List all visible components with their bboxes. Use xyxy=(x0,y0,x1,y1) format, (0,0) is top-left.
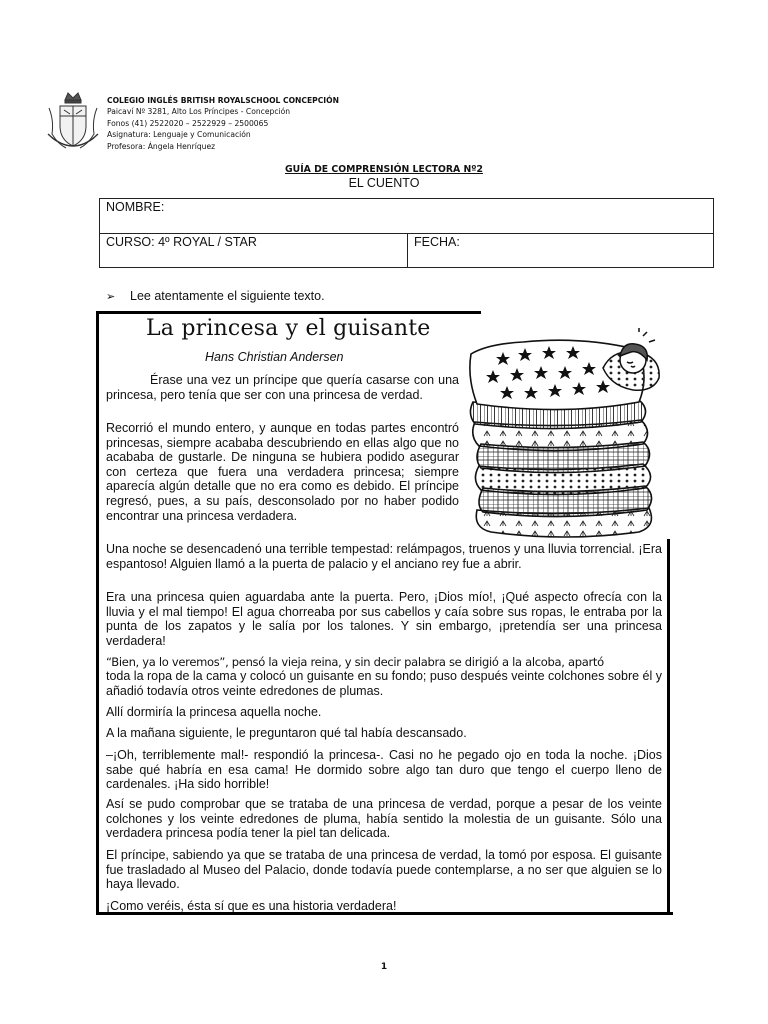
instruction-text: Lee atentamente el siguiente texto. xyxy=(130,289,325,303)
reading-instruction xyxy=(106,289,325,303)
princess-mattress-illustration xyxy=(463,328,673,540)
school-name: COLEGIO INGLÉS BRITISH ROYALSCHOOL CONCEPCIÓN xyxy=(107,96,339,105)
school-header xyxy=(107,95,339,152)
school-phones: Fonos (41) 2522020 – 2522929 – 2500065 xyxy=(107,118,269,128)
page-number: 1 xyxy=(380,962,388,972)
subject-line: Asignatura: Lenguaje y Comunicación xyxy=(107,130,251,140)
story-paragraph: A la mañana siguiente, le preguntaron qué tal había descansado. xyxy=(106,726,467,740)
name-field[interactable] xyxy=(100,199,714,234)
story-paragraph: ¡Como veréis, ésta sí que es una historia verdadera! xyxy=(106,899,397,913)
story-paragraph: Una noche se desencadenó una terrible tempestad: relámpagos, truenos y una lluvia torrencial. ¡Era espantoso! Alguien llamó a la puerta de palacio y el anciano rey fue a abrir. xyxy=(106,542,662,571)
story-paragraph: –¡Oh, terriblemente mal!- respondió la princesa-. Casi no he pegado ojo en toda la noche. ¡Dios sabe qué habría en esa cama! He dormido sobre algo tan duro que tengo el cuerpo lleno de cardenales. ¡Ha sido horrible! xyxy=(106,748,662,792)
story-paragraph: Allí dormiría la princesa aquella noche. xyxy=(106,705,322,719)
story-paragraph: El príncipe, sabiendo ya que se trataba de una princesa de verdad, la tomó por esposa. El guisante fue trasladado al Museo del Palacio, donde todavía puede contemplarse, a no ser que alguien se lo haya llevado. xyxy=(106,848,662,892)
frame-right-border xyxy=(667,539,670,912)
story-paragraph: Recorrió el mundo entero, y aunque en todas partes encontró princesas, siempre acababa descubriendo en ellas algo que no acababa de gustarle. De ninguna se hubiera podido asegurar con certeza que fuera una verdadera princesa; siempre aparecía algún detalle que no era como es debido. El príncipe regresó, pues, a su país, desconsolado por no haber podido encontrar una princesa verdadera. xyxy=(106,421,459,523)
course-field xyxy=(100,234,408,268)
story-author: Hans Christian Andersen xyxy=(205,350,344,364)
arrow-bullet-icon: ➢ xyxy=(106,291,116,303)
school-address: Paicaví Nº 3281, Alto Los Príncipes - Concepción xyxy=(107,107,291,117)
teacher-line: Profesora: Ángela Henríquez xyxy=(107,141,216,151)
school-crest-logo xyxy=(46,90,100,156)
story-paragraph: Así se pudo comprobar que se trataba de una princesa de verdad, porque a pesar de los veinte colchones y los veinte edredones de pluma, había sentido la molestia de un guisante. Sólo una verdadera princesa podía tener la piel tan delicada. xyxy=(106,797,662,841)
student-info-table xyxy=(99,198,714,268)
story-paragraph-quote: “Bien, ya lo veremos”, pensó la vieja reina, y sin decir palabra se dirigió a la alcoba, apartó xyxy=(106,655,604,669)
date-field[interactable] xyxy=(408,234,714,268)
guide-title: GUÍA DE COMPRENSIÓN LECTORA Nº2 xyxy=(285,164,483,175)
name-label: NOMBRE: xyxy=(106,200,165,214)
story-paragraph: Era una princesa quien aguardaba ante la puerta. Pero, ¡Dios mío!, ¡Qué aspecto ofrecía con la lluvia y el mal tiempo! El agua chorreaba por sus cabellos y caía sobre sus ropas, le entraba por la punta de los zapatos y le salía por los talones. Y sin embargo, ¡pretendía ser una princesa verdadera! xyxy=(106,590,662,648)
guide-heading xyxy=(0,163,768,190)
frame-top-border xyxy=(99,311,481,314)
guide-subtitle: EL CUENTO xyxy=(348,176,420,190)
course-label: CURSO: 4º ROYAL / STAR xyxy=(106,235,257,249)
story-title: La princesa y el guisante xyxy=(146,316,431,341)
story-paragraph: Érase una vez un príncipe que quería casarse con una princesa, pero tenía que ser con una princesa de verdad. xyxy=(106,373,459,402)
story-paragraph: toda la ropa de la cama y colocó un guisante en su fondo; puso después veinte colchones sobre él y añadió todavía otros veinte edredones de plumas. xyxy=(106,669,662,698)
date-label: FECHA: xyxy=(414,235,460,249)
